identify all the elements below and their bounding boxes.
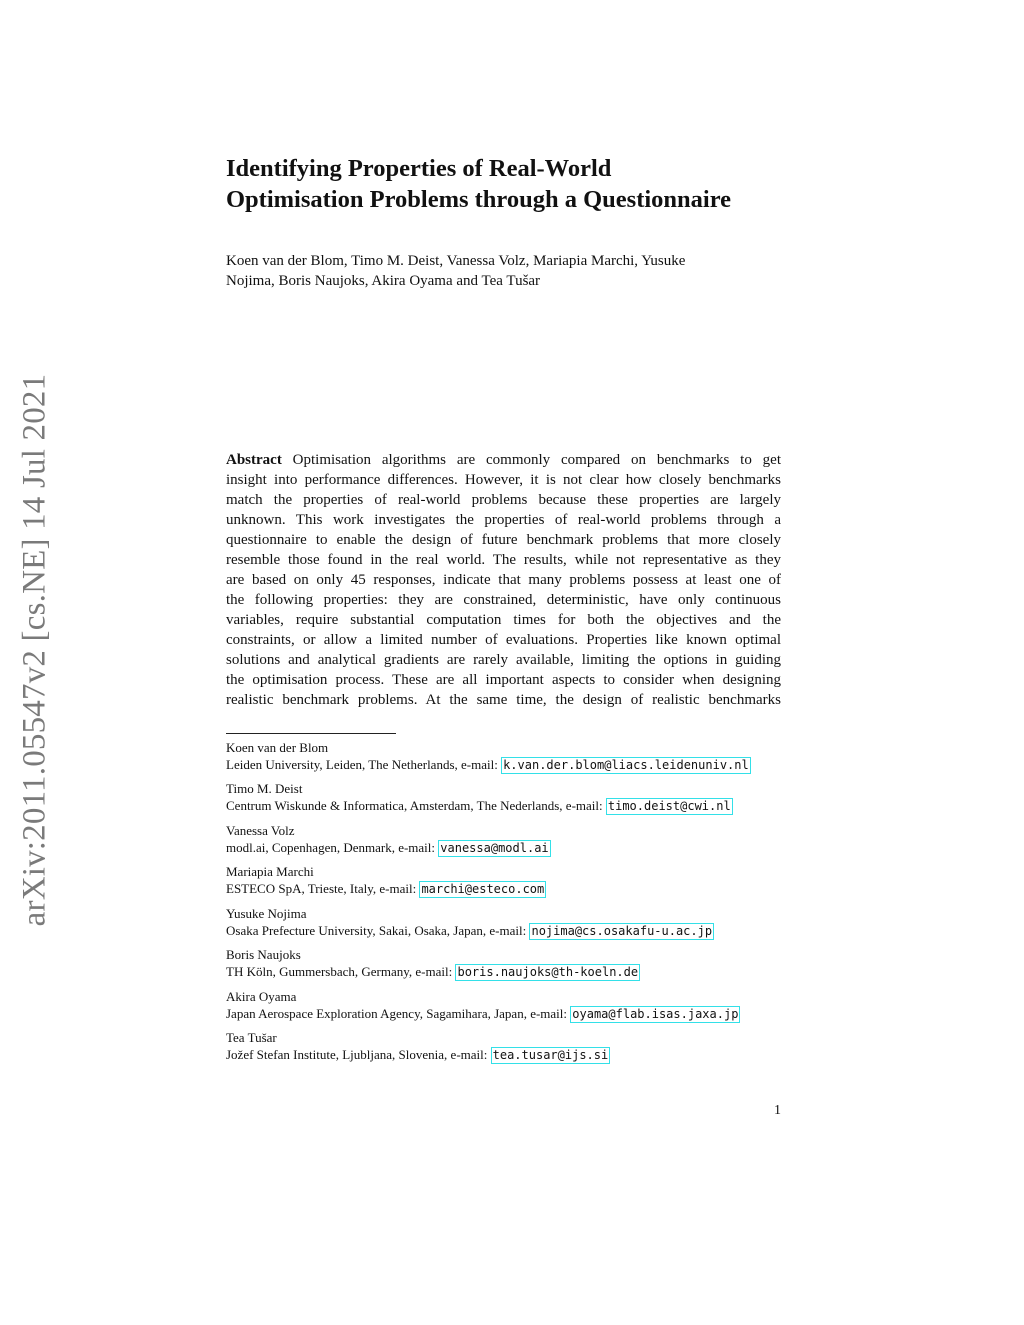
affiliation-author-name: Boris Naujoks	[226, 947, 301, 963]
author-list	[226, 251, 685, 291]
institution-text: Osaka Prefecture University, Sakai, Osaka, Japan, e-mail:	[226, 922, 527, 938]
affiliation-author-name: Akira Oyama	[226, 988, 297, 1004]
affiliation-entry	[226, 989, 751, 1023]
title-line-1: Identifying Properties of Real-World	[226, 155, 612, 182]
affiliation-entry	[226, 740, 751, 774]
institution-text: Jožef Stefan Institute, Ljubljana, Slovenia, e-mail:	[226, 1047, 488, 1063]
email-link[interactable]: timo.deist@cwi.nl	[607, 799, 731, 814]
paper-title	[226, 153, 826, 215]
abstract-line: constraints, or allow a limited number of evaluations. Properties like known optimal	[226, 632, 781, 648]
abstract-line: questionnaire to enable the design of future benchmark problems that more closely	[226, 532, 781, 548]
page-number: 1	[774, 1103, 781, 1118]
affiliation-institution	[226, 1006, 751, 1023]
email-link[interactable]: nojima@cs.osakafu-u.ac.jp	[531, 923, 713, 938]
abstract-first-line	[226, 450, 781, 470]
abstract-line: unknown. This work investigates the properties of real-world problems through a	[226, 512, 781, 528]
institution-text: TH Köln, Gummersbach, Germany, e-mail:	[226, 964, 453, 980]
email-link[interactable]: k.van.der.blom@liacs.leidenuniv.nl	[503, 757, 749, 772]
affiliation-institution	[226, 757, 751, 774]
affiliations	[226, 740, 751, 1072]
institution-text: ESTECO SpA, Trieste, Italy, e-mail:	[226, 881, 417, 897]
affiliation-author-name: Mariapia Marchi	[226, 864, 314, 880]
abstract	[226, 450, 781, 710]
abstract-line: insight into performance differences. However, it is not clear how closely benchmarks	[226, 472, 781, 488]
authors-line-2: Nojima, Boris Naujoks, Akira Oyama and Tea Tušar	[226, 273, 541, 289]
affiliation-entry	[226, 864, 751, 898]
abstract-heading: Abstract	[226, 452, 282, 468]
abstract-line: are based on only 45 responses, indicate that many problems possess at least one of	[226, 572, 781, 588]
affiliation-institution	[226, 1047, 751, 1064]
affiliation-author-name: Yusuke Nojima	[226, 905, 307, 921]
affiliation-entry	[226, 947, 751, 981]
institution-text: Centrum Wiskunde & Informatica, Amsterdam, The Nederlands, e-mail:	[226, 798, 603, 814]
email-link[interactable]: tea.tusar@ijs.si	[492, 1048, 609, 1063]
institution-text: modl.ai, Copenhagen, Denmark, e-mail:	[226, 839, 436, 855]
affiliation-entry	[226, 781, 751, 815]
affiliation-author-name: Tea Tušar	[226, 1030, 277, 1046]
affiliation-author-name: Vanessa Volz	[226, 822, 295, 838]
email-link[interactable]: vanessa@modl.ai	[440, 840, 549, 855]
abstract-line: the optimisation process. These are all important aspects to consider when designing	[226, 672, 781, 688]
affiliation-entry	[226, 1030, 751, 1064]
title-line-2: Optimisation Problems through a Questionnaire	[226, 186, 732, 213]
abstract-line: match the properties of real-world problems because these properties are largely	[226, 492, 781, 508]
affiliation-institution	[226, 840, 751, 857]
footnote-divider	[226, 733, 396, 734]
email-link[interactable]: boris.naujoks@th-koeln.de	[457, 965, 639, 980]
abstract-line: the following properties: they are constrained, deterministic, have only continuous	[226, 592, 781, 608]
affiliation-entry	[226, 906, 751, 940]
authors-line-1: Koen van der Blom, Timo M. Deist, Vanessa Volz, Mariapia Marchi, Yusuke	[226, 253, 686, 269]
affiliation-institution	[226, 881, 751, 898]
institution-text: Japan Aerospace Exploration Agency, Sagamihara, Japan, e-mail:	[226, 1005, 568, 1021]
institution-text: Leiden University, Leiden, The Netherlands, e-mail:	[226, 756, 498, 772]
abstract-line: solutions and analytical gradients are rarely available, limiting the options in guiding	[226, 652, 781, 668]
affiliation-author-name: Koen van der Blom	[226, 740, 329, 755]
affiliation-entry	[226, 823, 751, 857]
affiliation-institution	[226, 798, 751, 815]
affiliation-author-name: Timo M. Deist	[226, 781, 303, 797]
affiliation-institution	[226, 964, 751, 981]
arxiv-identifier: arXiv:2011.05547v2 [cs.NE] 14 Jul 2021	[16, 373, 53, 927]
abstract-line: variables, require substantial computation times for both the objectives and the	[226, 612, 781, 628]
email-link[interactable]: marchi@esteco.com	[421, 882, 545, 897]
affiliation-institution	[226, 923, 751, 940]
abstract-first-line-text: Optimisation algorithms are commonly compared on benchmarks to get	[292, 452, 781, 468]
email-link[interactable]: oyama@flab.isas.jaxa.jp	[572, 1006, 739, 1021]
abstract-line: resemble those found in the real world. The results, while not representative as they	[226, 552, 781, 568]
abstract-line: realistic benchmark problems. At the same time, the design of realistic benchmarks	[226, 692, 781, 708]
